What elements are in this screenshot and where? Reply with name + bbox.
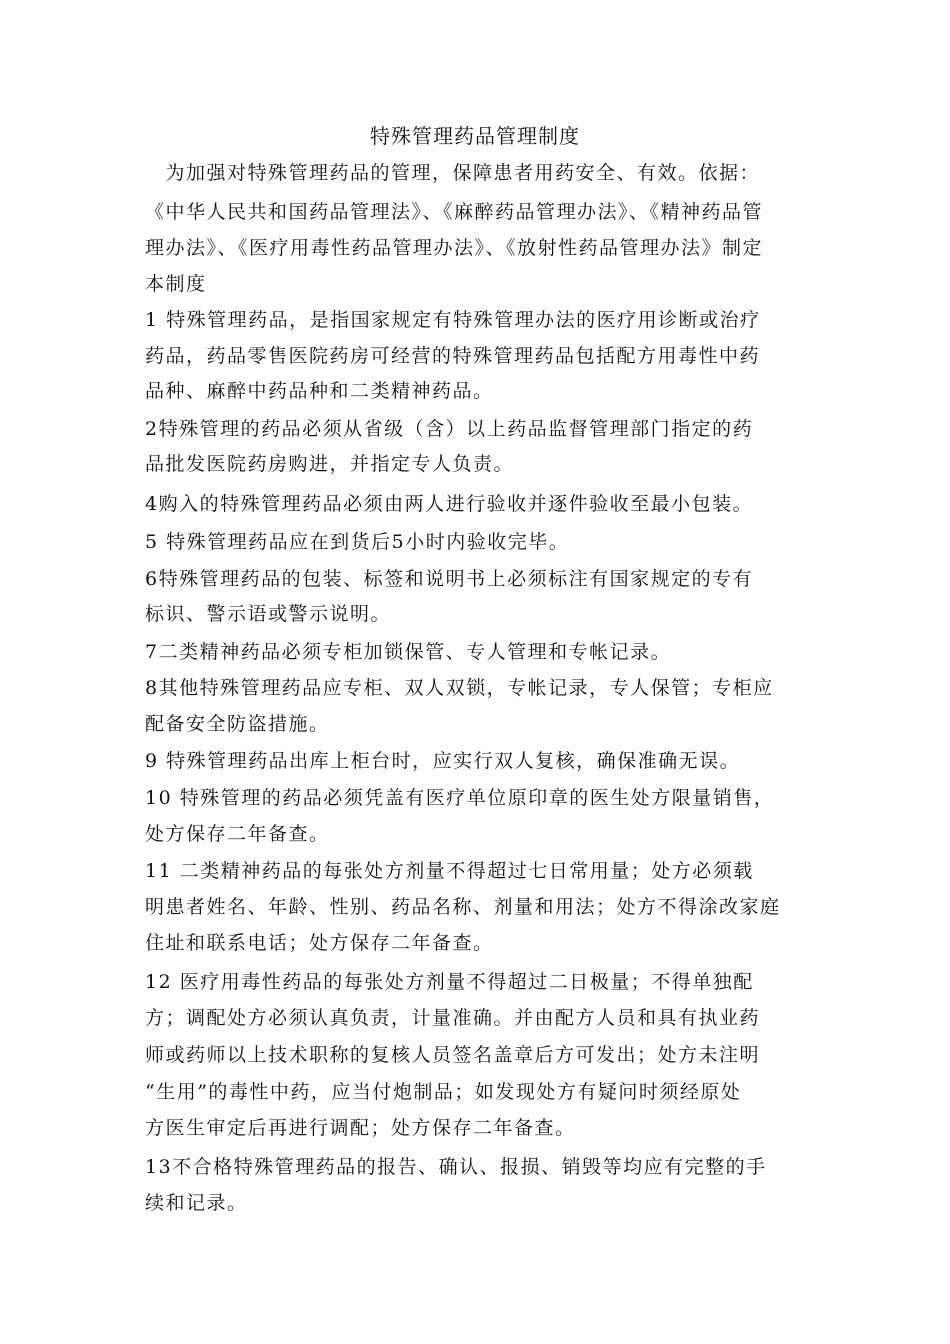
text-line: 9 特殊管理药品出库上柜台时，应实行双人复核，确保准确无误。 xyxy=(145,750,741,772)
text-line: 标识、警示语或警示说明。 xyxy=(145,603,392,625)
text-line: 8其他特殊管理药品应专柜、双人双锁，专帐记录，专人保管；专柜应 xyxy=(145,677,774,699)
text-line: 7二类精神药品必须专柜加锁保管、专人管理和专帐记录。 xyxy=(145,641,672,663)
text-line: 明患者姓名、年龄、性别、药品名称、剂量和用法；处方不得涂改家庭 xyxy=(145,896,781,918)
text-line: 为加强对特殊管理药品的管理，保障患者用药安全、有效。依据： xyxy=(145,162,761,184)
document-title: 特殊管理药品管理制度 xyxy=(370,124,580,148)
text-line: 《中华人民共和国药品管理法》、《麻醉药品管理办法》、《精神药品管 xyxy=(145,201,764,223)
text-line: 6特殊管理药品的包装、标签和说明书上必须标注有国家规定的专有 xyxy=(145,568,754,590)
text-line: 12 医疗用毒性药品的每张处方剂量不得超过二日极量；不得单独配 xyxy=(145,971,754,993)
text-line: 配备安全防盗措施。 xyxy=(145,713,330,735)
text-line: 4购入的特殊管理药品必须由两人进行验收并逐件验收至最小包装。 xyxy=(145,493,754,515)
text-line: 方医生审定后再进行调配；处方保存二年备查。 xyxy=(145,1117,576,1139)
text-line: 处方保存二年备查。 xyxy=(145,823,330,845)
text-line: 续和记录。 xyxy=(145,1192,248,1214)
text-line: 药品，药品零售医院药房可经营的特殊管理药品包括配方用毒性中药 xyxy=(145,345,761,367)
text-line: 理办法》、《医疗用毒性药品管理办法》、《放射性药品管理办法》制定 xyxy=(145,237,764,259)
text-line: 方；调配处方必须认真负责，计量准确。并由配方人员和具有执业药 xyxy=(145,1007,761,1029)
text-line: 2特殊管理的药品必须从省级（含）以上药品监督管理部门指定的药 xyxy=(145,418,754,440)
text-line: 1 特殊管理药品，是指国家规定有特殊管理办法的医疗用诊断或治疗 xyxy=(145,309,761,331)
text-line: 品种、麻醉中药品种和二类精神药品。 xyxy=(145,380,494,402)
text-line: 11 二类精神药品的每张处方剂量不得超过七日常用量；处方必须载 xyxy=(145,860,754,882)
text-line: 5 特殊管理药品应在到货后5小时内验收完毕。 xyxy=(145,531,570,553)
text-line: 13不合格特殊管理药品的报告、确认、报损、销毁等均应有完整的手 xyxy=(145,1156,767,1178)
text-line: 品批发医院药房购进，并指定专人负责。 xyxy=(145,453,515,475)
text-line: “生用”的毒性中药，应当付炮制品；如发现处方有疑问时须经原处 xyxy=(145,1081,742,1103)
text-line: 10 特殊管理的药品必须凭盖有医疗单位原印章的医生处方限量销售， xyxy=(145,787,775,809)
text-line: 师或药师以上技术职称的复核人员签名盖章后方可发出；处方未注明 xyxy=(145,1044,761,1066)
text-line: 住址和联系电话；处方保存二年备查。 xyxy=(145,932,494,954)
text-line: 本制度 xyxy=(145,273,207,295)
